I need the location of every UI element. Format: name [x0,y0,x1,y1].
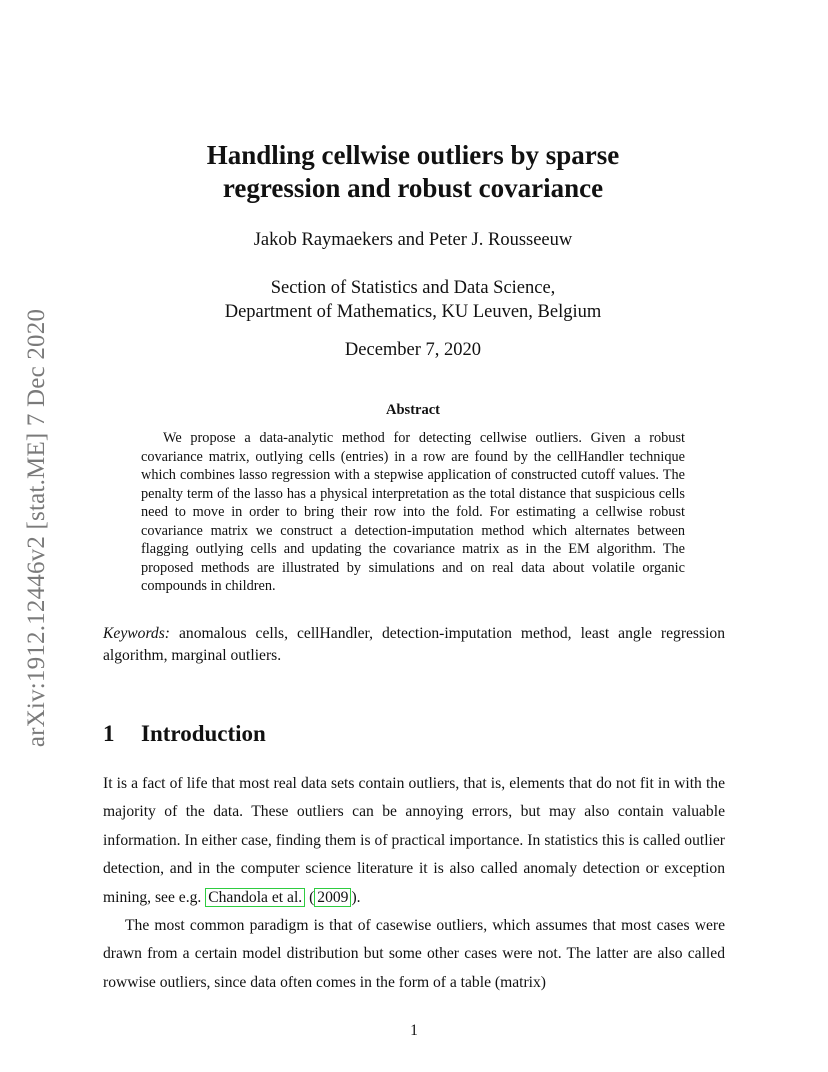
intro-paragraph-2: The most common paradigm is that of casewise outliers, which assumes that most cases were drawn from a certain model distribution but some other cases were not. The latter are also called rowwise outliers, since data often comes in the form of a table (matrix) [103,917,725,991]
citation-link-author[interactable]: Chandola et al. [205,888,305,907]
title-line-1: Handling cellwise outliers by sparse [206,140,620,170]
citation-link-year[interactable]: 2009 [314,888,351,907]
section-heading-introduction [103,721,266,747]
abstract-heading: Abstract [386,402,440,418]
page-number: 1 [410,1022,418,1039]
section-number: 1 [103,721,115,746]
paragraph-1-text: It is a fact of life that most real data sets contain outliers, that is, elements that do not fit in with the majority of the data. These outliers can be annoying errors, but may also contain valuable information. In either case, finding them is of practical importance. In statistics this is called outlier detection, and in the computer science literature it is also called anomaly detection or exception mining, see e.g. [103,775,725,906]
keywords [103,623,725,666]
paper-title [100,139,726,205]
intro-paragraph-1 [103,770,725,912]
affiliation-line-2: Department of Mathematics, KU Leuven, Belgium [224,302,602,322]
section-title: Introduction [141,721,266,746]
title-line-2: regression and robust covariance [222,173,604,203]
citation-open-paren: ( [305,888,315,906]
keywords-label: Keywords: [103,625,170,642]
abstract-text: We propose a data-analytic method for detecting cellwise outliers. Given a robust covariance matrix, outlying cells (entries) in a row are found by the cellHandler technique which combines lasso regression with a stepwise application of constructed cutoff values. The penalty term of the lasso has a physical interpretation as the total distance that suspicious cells need to move in order to bring their row into the fold. For estimating a cellwise robust covariance matrix we construct a detection-imputation method which alternates between flagging outlying cells and updating the covariance matrix as in the EM algorithm. The proposed methods are illustrated by simulations and on real data about volatile organic compounds in children. [141,430,685,594]
arxiv-stamp: arXiv:1912.12446v2 [stat.ME] 7 Dec 2020 [23,308,50,748]
affiliation [100,276,726,324]
paper-date: December 7, 2020 [344,340,482,360]
keywords-text: anomalous cells, cellHandler, detection-imputation method, least angle regression algorithm, marginal outliers. [103,625,725,664]
affiliation-line-1: Section of Statistics and Data Science, [270,278,556,298]
citation-close: ). [351,888,361,906]
authors: Jakob Raymaekers and Peter J. Rousseeuw [253,230,573,250]
